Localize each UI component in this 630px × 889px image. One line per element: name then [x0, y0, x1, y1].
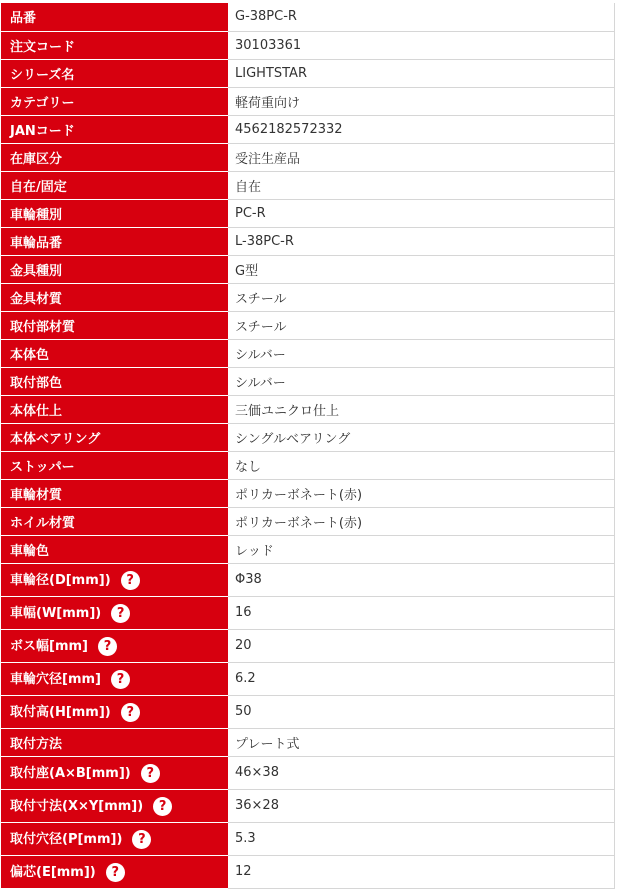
spec-label-cell [1, 311, 228, 339]
spec-label-cell [1, 596, 228, 629]
spec-row [1, 535, 615, 563]
spec-row [1, 31, 615, 59]
spec-label-cell [1, 756, 228, 789]
spec-row [1, 395, 615, 423]
spec-value: シングルベアリング [228, 423, 615, 451]
spec-label: ホイル材質 [10, 515, 76, 531]
spec-row [1, 255, 615, 283]
spec-value: 36×28 [228, 789, 615, 822]
spec-row [1, 563, 615, 596]
spec-label: 自在/固定 [10, 179, 67, 195]
spec-label: 注文コード [10, 39, 76, 55]
spec-label-cell [1, 629, 228, 662]
spec-label: 取付方法 [10, 736, 63, 752]
spec-row [1, 311, 615, 339]
spec-label-cell [1, 822, 228, 855]
spec-row [1, 728, 615, 756]
spec-label: 在庫区分 [10, 151, 63, 167]
spec-label-cell [1, 59, 228, 87]
spec-row [1, 451, 615, 479]
spec-value: 受注生産品 [228, 143, 615, 171]
spec-row [1, 59, 615, 87]
spec-row [1, 662, 615, 695]
spec-label: シリーズ名 [10, 67, 75, 83]
help-icon[interactable]: ? [121, 571, 140, 590]
spec-label-cell [1, 479, 228, 507]
spec-row [1, 756, 615, 789]
spec-value: 6.2 [228, 662, 615, 695]
spec-value: シルバー [228, 367, 615, 395]
spec-row [1, 855, 615, 888]
spec-value: G-38PC-R [228, 3, 615, 31]
help-icon[interactable]: ? [153, 797, 172, 816]
spec-label: 品番 [10, 11, 37, 27]
spec-value: スチール [228, 283, 615, 311]
spec-label: 偏芯(E[mm]) [10, 865, 96, 880]
spec-value: 自在 [228, 171, 615, 199]
spec-table [1, 3, 615, 889]
spec-label-cell [1, 395, 228, 423]
spec-label: 本体ベアリング [10, 431, 101, 447]
spec-value: 50 [228, 695, 615, 728]
help-icon[interactable]: ? [141, 764, 160, 783]
spec-label-cell [1, 535, 228, 563]
spec-value: なし [228, 451, 615, 479]
spec-row [1, 87, 615, 115]
spec-row [1, 227, 615, 255]
help-icon[interactable]: ? [132, 830, 151, 849]
spec-label: ストッパー [10, 459, 75, 475]
spec-row [1, 339, 615, 367]
spec-row [1, 3, 615, 31]
spec-label: 取付高(H[mm]) [10, 705, 111, 720]
spec-value: LIGHTSTAR [228, 59, 615, 87]
spec-value: スチール [228, 311, 615, 339]
spec-label-cell [1, 3, 228, 31]
spec-label-cell [1, 255, 228, 283]
spec-label: カテゴリー [10, 95, 75, 111]
spec-label-cell [1, 171, 228, 199]
spec-label-cell [1, 507, 228, 535]
spec-row [1, 143, 615, 171]
spec-label: 車幅(W[mm]) [10, 606, 102, 621]
spec-label-cell [1, 423, 228, 451]
spec-label-cell [1, 283, 228, 311]
spec-row [1, 596, 615, 629]
spec-label: 車輪穴径[mm] [10, 672, 101, 687]
spec-label-cell [1, 695, 228, 728]
spec-label-cell [1, 728, 228, 756]
spec-label-cell [1, 115, 228, 143]
spec-label: 本体色 [10, 347, 50, 363]
spec-row [1, 507, 615, 535]
spec-row [1, 423, 615, 451]
spec-value: 46×38 [228, 756, 615, 789]
spec-row [1, 629, 615, 662]
spec-value: 20 [228, 629, 615, 662]
spec-value: 5.3 [228, 822, 615, 855]
spec-label: 本体仕上 [10, 403, 63, 419]
spec-row [1, 789, 615, 822]
spec-label: 金具材質 [10, 291, 63, 307]
spec-row [1, 171, 615, 199]
spec-label: 車輪種別 [10, 207, 63, 223]
spec-row [1, 822, 615, 855]
spec-row [1, 479, 615, 507]
spec-label-cell [1, 789, 228, 822]
spec-label: 車輪材質 [10, 487, 63, 503]
spec-value: G型 [228, 255, 615, 283]
spec-row [1, 695, 615, 728]
help-icon[interactable]: ? [106, 863, 125, 882]
spec-label: 車輪品番 [10, 235, 63, 251]
spec-label-cell [1, 227, 228, 255]
spec-value: レッド [228, 535, 615, 563]
spec-row [1, 367, 615, 395]
spec-value: Φ38 [228, 563, 615, 596]
spec-value: 4562182572332 [228, 115, 615, 143]
help-icon[interactable]: ? [111, 670, 130, 689]
spec-label: 取付穴径(P[mm]) [10, 832, 123, 847]
spec-label-cell [1, 855, 228, 888]
spec-value: 12 [228, 855, 615, 888]
spec-label: 金具種別 [10, 263, 63, 279]
spec-value: PC-R [228, 199, 615, 227]
spec-label-cell [1, 662, 228, 695]
spec-table-body [1, 3, 615, 888]
spec-label: 車輪径(D[mm]) [10, 573, 111, 588]
spec-label-cell [1, 451, 228, 479]
spec-label: 取付部材質 [10, 319, 76, 335]
spec-value: L-38PC-R [228, 227, 615, 255]
help-icon[interactable]: ? [98, 637, 117, 656]
spec-label: 取付座(A×B[mm]) [10, 766, 131, 781]
spec-label-cell [1, 31, 228, 59]
spec-label-cell [1, 339, 228, 367]
spec-label-cell [1, 143, 228, 171]
spec-value: 三価ユニクロ仕上 [228, 395, 615, 423]
spec-row [1, 283, 615, 311]
spec-label-cell [1, 87, 228, 115]
help-icon[interactable]: ? [121, 703, 140, 722]
spec-label: ボス幅[mm] [10, 639, 88, 654]
spec-label: 車輪色 [10, 543, 50, 559]
spec-label: JANコード [10, 123, 75, 139]
spec-row [1, 199, 615, 227]
spec-value: ポリカーボネート(赤) [228, 479, 615, 507]
spec-label-cell [1, 199, 228, 227]
spec-value: 軽荷重向け [228, 87, 615, 115]
help-icon[interactable]: ? [111, 604, 130, 623]
spec-label-cell [1, 367, 228, 395]
spec-value: ポリカーボネート(赤) [228, 507, 615, 535]
spec-label-cell [1, 563, 228, 596]
spec-value: シルバー [228, 339, 615, 367]
spec-label: 取付部色 [10, 375, 63, 391]
spec-value: 16 [228, 596, 615, 629]
spec-row [1, 115, 615, 143]
spec-label: 取付寸法(X×Y[mm]) [10, 799, 144, 814]
spec-value: プレート式 [228, 728, 615, 756]
spec-value: 30103361 [228, 31, 615, 59]
